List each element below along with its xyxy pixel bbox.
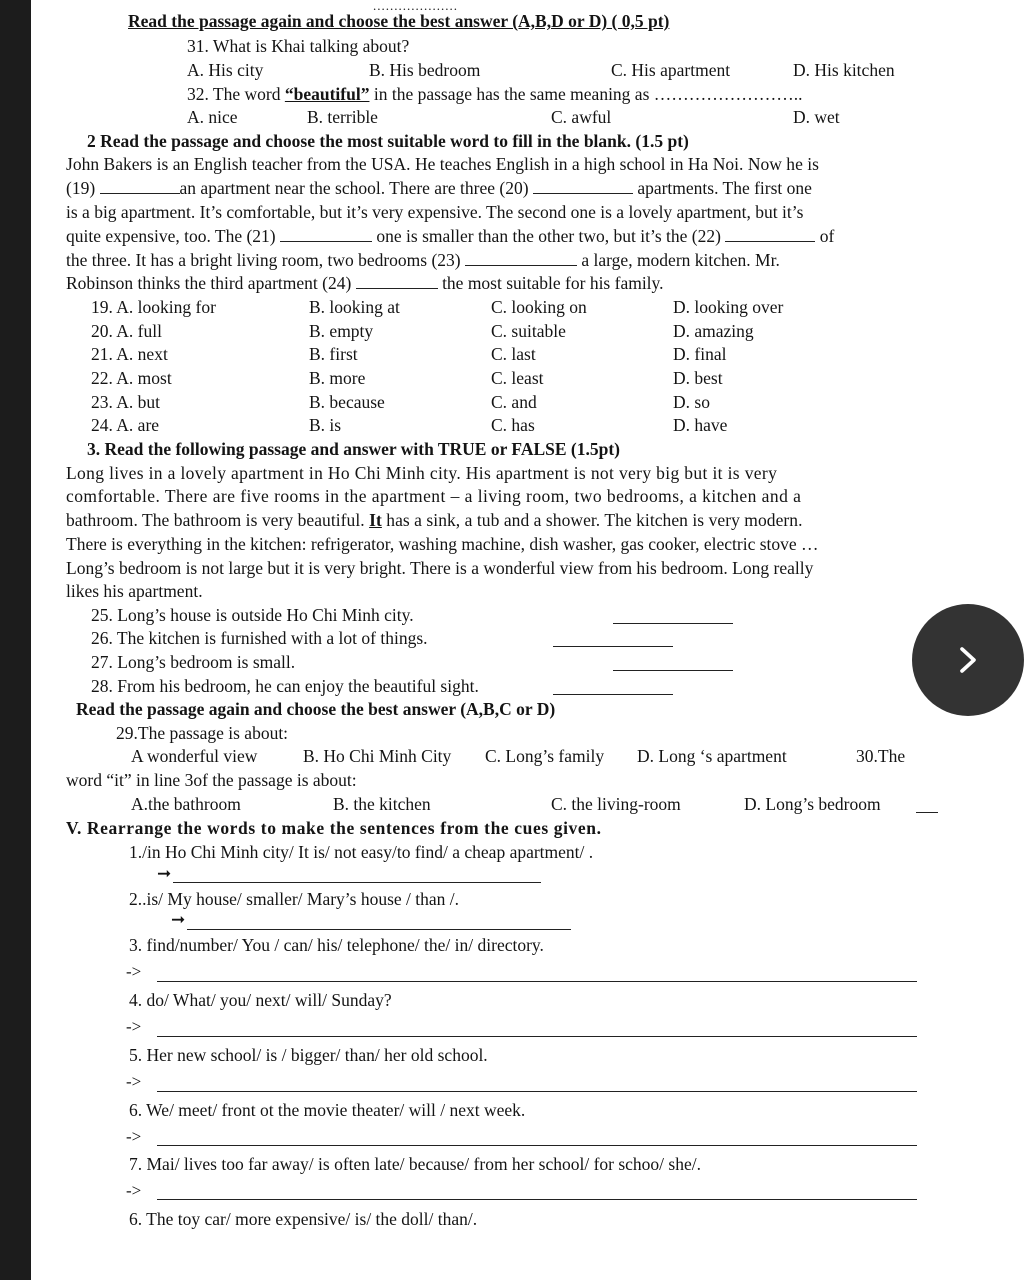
part5-heading: V. Rearrange the words to make the sentences from the cues given. [66, 818, 602, 838]
rearrange-6-answer-line[interactable] [157, 1145, 917, 1146]
q21-option-c: C. last [491, 344, 536, 364]
q19-option-d: D. looking over [673, 297, 784, 317]
q19-option-a: 19. A. looking for [91, 297, 216, 317]
part2-line1: John Bakers is an English teacher from the USA. He teaches English in a high school in Ha Noi. Now he is [66, 154, 819, 174]
q19-option-b: B. looking at [309, 297, 400, 317]
part2-line6 [66, 272, 664, 295]
q24-option-c: C. has [491, 415, 535, 435]
q24-option-a: 24. A. are [91, 415, 160, 435]
arrow-marker: -> [126, 962, 142, 981]
part3-line5: Long’s bedroom is not large but it is very bright. There is a wonderful view from his bedroom. Long really [66, 558, 814, 578]
q22-option-d: D. best [673, 368, 723, 388]
q30-option-b: B. the kitchen [333, 794, 431, 814]
q29-stem: 29.The passage is about: [116, 723, 289, 743]
q32-option-a: A. nice [187, 107, 238, 127]
rearrange-4-cue: 4. do/ What/ you/ next/ will/ Sunday? [129, 990, 392, 1010]
statement-26: 26. The kitchen is furnished with a lot of things. [91, 628, 428, 648]
arrow-marker: -> [126, 1181, 142, 1200]
q30-option-c: C. the living-room [551, 794, 681, 814]
q24-option-b: B. is [309, 415, 342, 435]
part2-line4-text: quite expensive, too. The (21) [66, 226, 276, 246]
q23-option-d: D. so [673, 392, 710, 412]
part2-line5 [66, 249, 780, 272]
part2-line4-mid: one is smaller than the other two, but it’s the (22) [376, 226, 721, 246]
part3-line6: likes his apartment. [66, 581, 203, 601]
q20-option-b: B. empty [309, 321, 374, 341]
arrow-marker: -> [126, 1127, 142, 1146]
q32-stem-post: in the passage has the same meaning as …………………….. [369, 84, 803, 104]
part2-line5-tail: a large, modern kitchen. Mr. [581, 250, 780, 270]
q31-option-d: D. His kitchen [793, 60, 895, 80]
q29-option-b: B. Ho Chi Minh City [303, 746, 452, 766]
part3-heading: 3. Read the following passage and answer with TRUE or FALSE (1.5pt) [87, 439, 620, 459]
q31-option-b: B. His bedroom [369, 60, 481, 80]
q32-option-c: C. awful [551, 107, 612, 127]
part2-heading: 2 Read the passage and choose the most suitable word to fill in the blank. (1.5 pt) [87, 131, 689, 151]
top-dots: .................... [373, 0, 458, 13]
q31-option-a: A. His city [187, 60, 264, 80]
rearrange-2-answer-line[interactable] [187, 929, 571, 930]
rearrange-1-answer-line[interactable] [173, 882, 541, 883]
arrow-marker: -> [126, 1072, 142, 1091]
arrow-icon: ➞ [157, 864, 172, 883]
q22-option-a: 22. A. most [91, 368, 172, 388]
rearrange-5-answer-line[interactable] [157, 1091, 917, 1092]
rearrange-3-cue: 3. find/number/ You / can/ his/ telephone/ the/ in/ directory. [129, 935, 544, 955]
q22-option-c: C. least [491, 368, 544, 388]
q21-option-b: B. first [309, 344, 358, 364]
part2-line4 [66, 225, 834, 248]
next-page-button[interactable] [912, 604, 1024, 716]
part3-line3 [66, 509, 803, 532]
part2-line6-tail: the most suitable for his family. [442, 273, 664, 293]
q29-option-a: A wonderful view [131, 746, 258, 766]
part3-line4: There is everything in the kitchen: refrigerator, washing machine, dish washer, gas cooker, electric stove … [66, 534, 819, 554]
blank-24[interactable] [356, 273, 438, 289]
q24-option-d: D. have [673, 415, 728, 435]
worksheet-page [31, 0, 1024, 1280]
part3-line3-c: has a sink, a tub and a shower. The kitchen is very modern. [381, 510, 803, 530]
rearrange-6-cue: 6. We/ meet/ front ot the movie theater/ will / next week. [129, 1100, 526, 1120]
viewer-left-edge [0, 0, 31, 1280]
blank-19[interactable] [100, 178, 180, 194]
part3-line3-it: It [369, 510, 382, 530]
q19-option-c: C. looking on [491, 297, 587, 317]
arrow-marker: -> [126, 1017, 142, 1036]
part2-line2 [66, 177, 812, 200]
q22-option-b: B. more [309, 368, 366, 388]
part3-line3-a: bathroom. The bathroom is very beautiful. [66, 510, 370, 530]
q30-number: 30.The [856, 746, 906, 766]
rearrange-3-answer-line[interactable] [157, 981, 917, 982]
q20-option-c: C. suitable [491, 321, 566, 341]
q23-option-c: C. and [491, 392, 537, 412]
answer-line-25[interactable] [613, 623, 733, 624]
blank-20[interactable] [533, 178, 633, 194]
q29-option-d: D. Long ‘s apartment [637, 746, 787, 766]
q30-option-a: A.the bathroom [131, 794, 241, 814]
statement-25: 25. Long’s house is outside Ho Chi Minh city. [91, 605, 414, 625]
statement-27: 27. Long’s bedroom is small. [91, 652, 296, 672]
answer-line-27[interactable] [613, 670, 733, 671]
q32-option-b: B. terrible [307, 107, 378, 127]
answer-line-28[interactable] [553, 694, 673, 695]
part2-line6-text: Robinson thinks the third apartment (24) [66, 273, 352, 293]
blank-19-label: (19) [66, 178, 96, 198]
q32-stem-word: “beautiful” [284, 84, 370, 104]
rearrange-2-cue: 2..is/ My house/ smaller/ Mary’s house / than /. [129, 889, 460, 909]
answer-line-26[interactable] [553, 646, 673, 647]
rearrange-1-cue: 1./in Ho Chi Minh city/ It is/ not easy/to find/ a cheap apartment/ . [129, 842, 594, 862]
answer-line-30[interactable] [916, 812, 938, 813]
part2-line4-tail: of [819, 226, 835, 246]
part2-line2-text: an apartment near the school. There are three (20) [179, 178, 529, 198]
blank-23[interactable] [465, 250, 577, 266]
q23-option-b: B. because [309, 392, 385, 412]
q21-option-d: D. final [673, 344, 727, 364]
q21-option-a: 21. A. next [91, 344, 168, 364]
part1-heading: Read the passage again and choose the best answer (A,B,D or D) ( 0,5 pt) [128, 11, 670, 31]
q32-stem-pre: 32. The word [187, 84, 285, 104]
q23-option-a: 23. A. but [91, 392, 161, 412]
rearrange-4-answer-line[interactable] [157, 1036, 917, 1037]
rearrange-8-cue: 6. The toy car/ more expensive/ is/ the doll/ than/. [129, 1209, 478, 1229]
part2-line2-tail: apartments. The first one [637, 178, 812, 198]
q30-stem: word “it” in line 3of the passage is about: [66, 770, 357, 790]
part3-line1: Long lives in a lovely apartment in Ho Chi Minh city. His apartment is not very big but it is very [66, 463, 778, 483]
part2-line3: is a big apartment. It’s comfortable, but it’s very expensive. The second one is a lovely apartment, but it’s [66, 202, 804, 222]
q20-option-d: D. amazing [673, 321, 754, 341]
q30-option-d: D. Long’s bedroom [744, 794, 881, 814]
chevron-right-icon [956, 644, 980, 676]
q32-option-d: D. wet [793, 107, 840, 127]
blank-22[interactable] [725, 226, 815, 242]
q31-option-c: C. His apartment [611, 60, 731, 80]
q31-stem: 31. What is Khai talking about? [187, 36, 410, 56]
q29-option-c: C. Long’s family [485, 746, 605, 766]
q32-stem [187, 83, 803, 106]
arrow-icon: ➞ [171, 910, 186, 929]
rearrange-7-answer-line[interactable] [157, 1199, 917, 1200]
rearrange-5-cue: 5. Her new school/ is / bigger/ than/ her old school. [129, 1045, 488, 1065]
part3-line2: comfortable. There are five rooms in the apartment – a living room, two bedrooms, a kitchen and a [66, 486, 802, 506]
statement-28: 28. From his bedroom, he can enjoy the beautiful sight. [91, 676, 479, 696]
part3-subheading: Read the passage again and choose the best answer (A,B,C or D) [76, 699, 556, 719]
rearrange-7-cue: 7. Mai/ lives too far away/ is often late/ because/ from her school/ for schoo/ she/. [129, 1154, 701, 1174]
q20-option-a: 20. A. full [91, 321, 162, 341]
part2-line5-text: the three. It has a bright living room, two bedrooms (23) [66, 250, 461, 270]
blank-21[interactable] [280, 226, 372, 242]
